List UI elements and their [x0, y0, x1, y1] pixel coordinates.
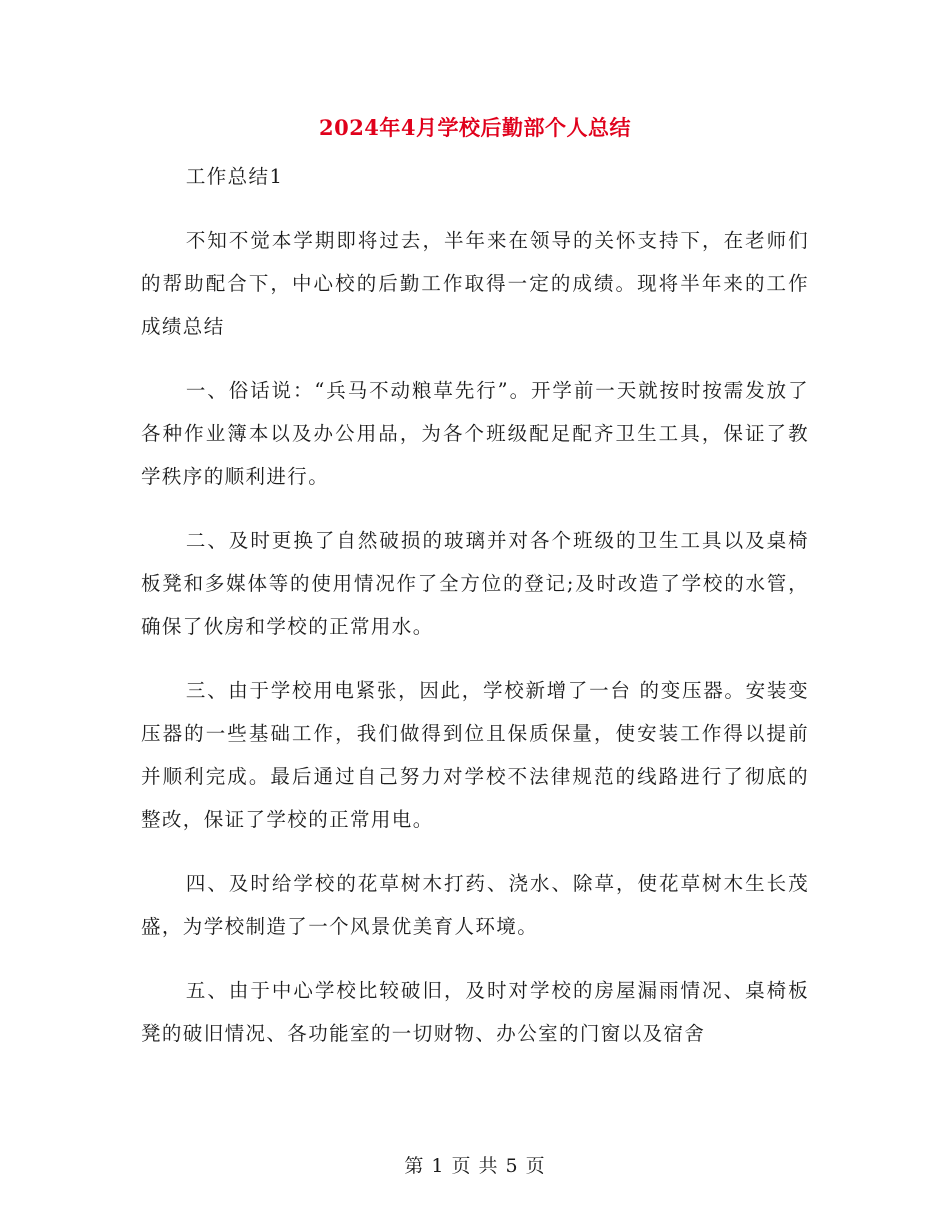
paragraph-item-4: 四、及时给学校的花草树木打药、浇水、除草，使花草树木生长茂盛，为学校制造了一个风景优美育人环境。 [141, 872, 809, 938]
page-number-footer: 第 1 页 共 5 页 [404, 1155, 546, 1177]
paragraph-item-3: 三、由于学校用电紧张，因此，学校新增了一台 的变压器。安装变压器的一些基础工作，我们做得到位且保质保量，使安装工作得以提前并顺利完成。最后通过自己努力对学校不法律规范的线路进行了彻底的整改，保证了学校的正常用电。 [141, 679, 809, 831]
paragraph-intro: 不知不觉本学期即将过去，半年来在领导的关怀支持下，在老师们的帮助配合下，中心校的后勤工作取得一定的成绩。现将半年来的工作成绩总结 [141, 229, 809, 338]
paragraph-item-1: 一、俗话说：“兵马不动粮草先行”。开学前一天就按时按需发放了各种作业簿本以及办公用品，为各个班级配足配齐卫生工具，保证了教学秩序的顺利进行。 [141, 379, 809, 488]
paragraph-item-5: 五、由于中心学校比较破旧，及时对学校的房屋漏雨情况、桌椅板凳的破旧情况、各功能室的一切财物、办公室的门窗以及宿舍 [141, 979, 809, 1045]
paragraph-item-2: 二、及时更换了自然破损的玻璃并对各个班级的卫生工具以及桌椅板凳和多媒体等的使用情况作了全方位的登记;及时改造了学校的水管，确保了伙房和学校的正常用水。 [141, 529, 809, 638]
document-title: 2024年4月学校后勤部个人总结 [318, 115, 632, 140]
section-heading: 工作总结1 [185, 165, 284, 188]
document-body [141, 155, 809, 1055]
